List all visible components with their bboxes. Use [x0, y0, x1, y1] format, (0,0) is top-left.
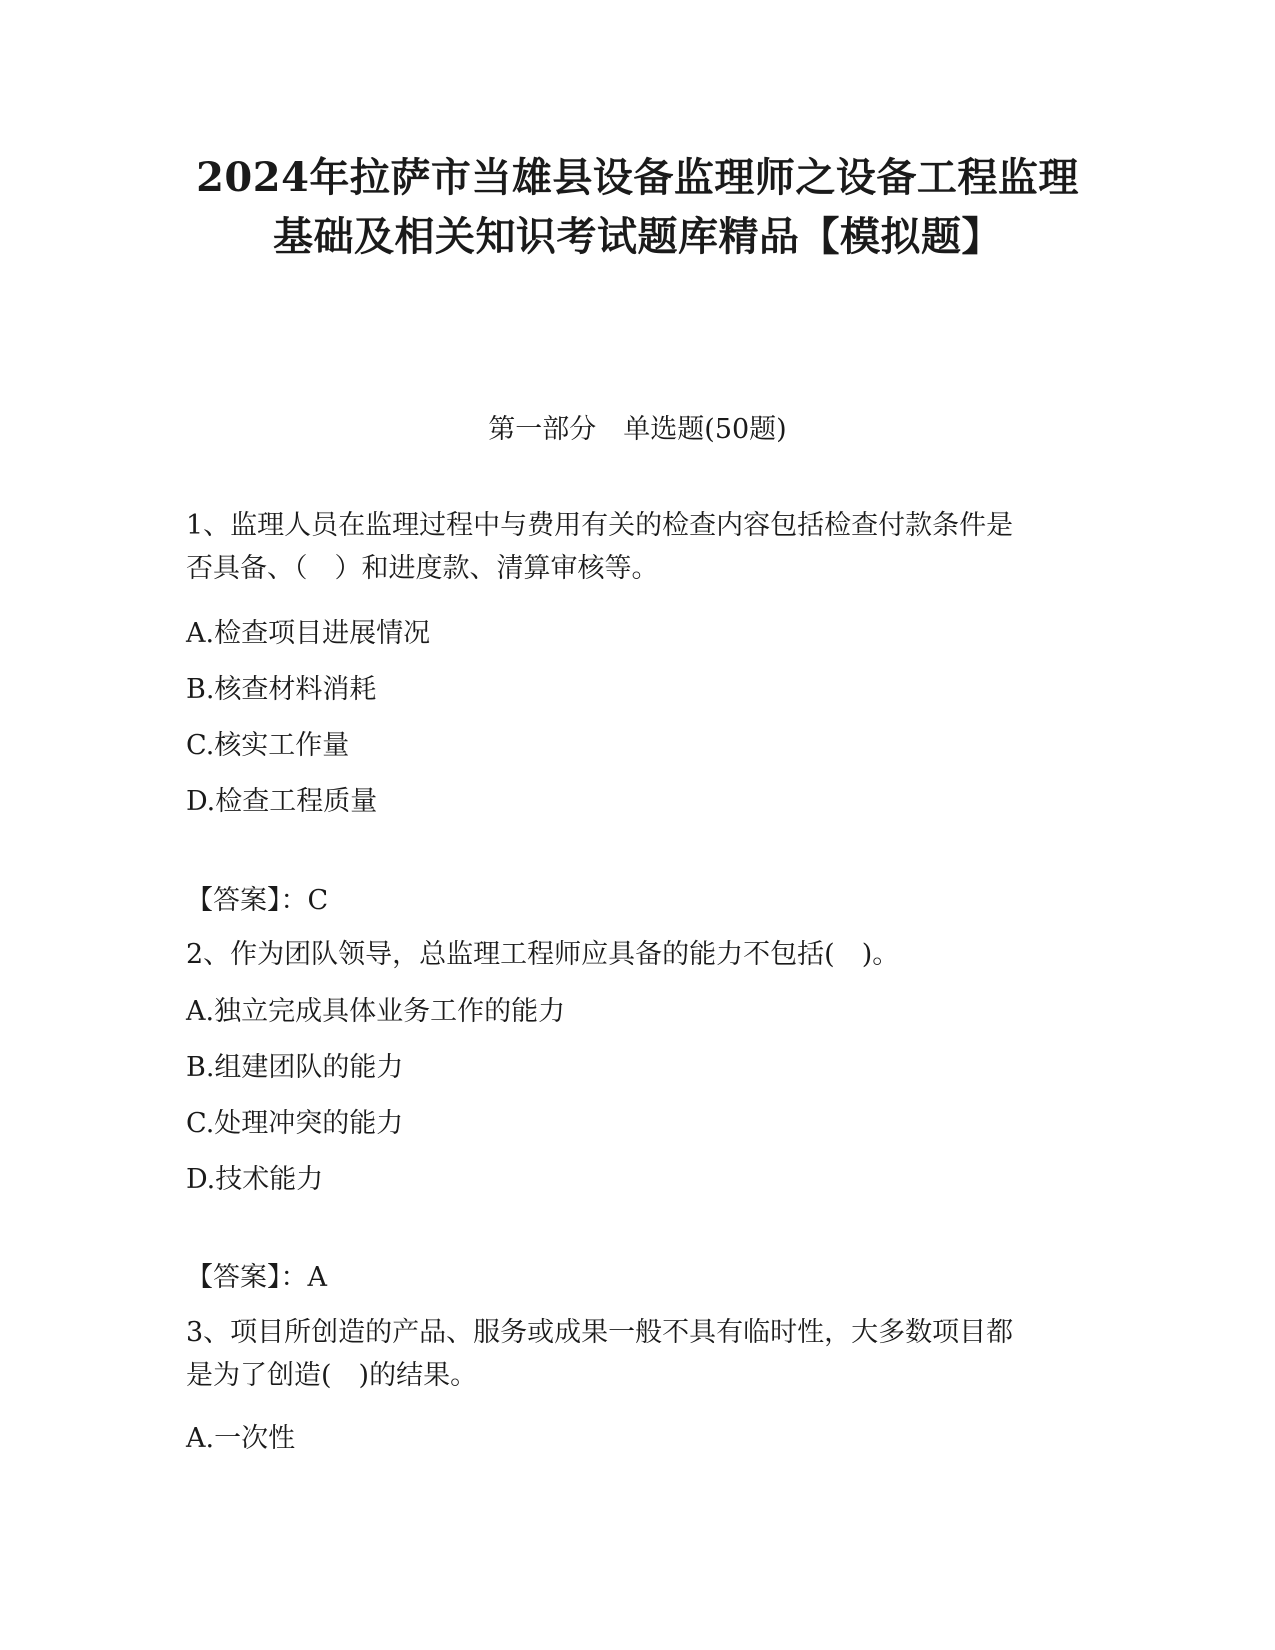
- question-1-stem-line-1: 1、监理人员在监理过程中与费用有关的检查内容包括检查付款条件是: [186, 510, 1014, 541]
- document-title-line-1: 2024年拉萨市当雄县设备监理师之设备工程监理: [196, 154, 1079, 201]
- section-heading: 第一部分 单选题(50题): [488, 414, 787, 445]
- question-2-option-a: A.独立完成具体业务工作的能力: [186, 996, 566, 1027]
- question-3-stem-line-2: 是为了创造( )的结果。: [186, 1360, 478, 1391]
- document-title-line-2: 基础及相关知识考试题库精品【模拟题】: [273, 213, 1002, 260]
- question-1-option-a: A.检查项目进展情况: [186, 618, 431, 649]
- question-2-stem-line-1: 2、作为团队领导，总监理工程师应具备的能力不包括( )。: [186, 939, 900, 970]
- question-1-stem-line-2: 否具备、（ ）和进度款、清算审核等。: [186, 553, 659, 584]
- question-2-option-d: D.技术能力: [186, 1164, 324, 1195]
- question-2-option-c: C.处理冲突的能力: [186, 1108, 404, 1139]
- question-3-option-a: A.一次性: [186, 1423, 296, 1454]
- question-2-answer: 【答案】：A: [186, 1262, 327, 1293]
- question-1-option-b: B.核查材料消耗: [186, 674, 377, 705]
- question-2-option-b: B.组建团队的能力: [186, 1052, 404, 1083]
- question-1-answer: 【答案】：C: [186, 885, 329, 916]
- question-1-option-d: D.检查工程质量: [186, 786, 378, 817]
- question-3-stem-line-1: 3、项目所创造的产品、服务或成果一般不具有临时性，大多数项目都: [186, 1317, 1014, 1348]
- question-1-option-c: C.核实工作量: [186, 730, 350, 761]
